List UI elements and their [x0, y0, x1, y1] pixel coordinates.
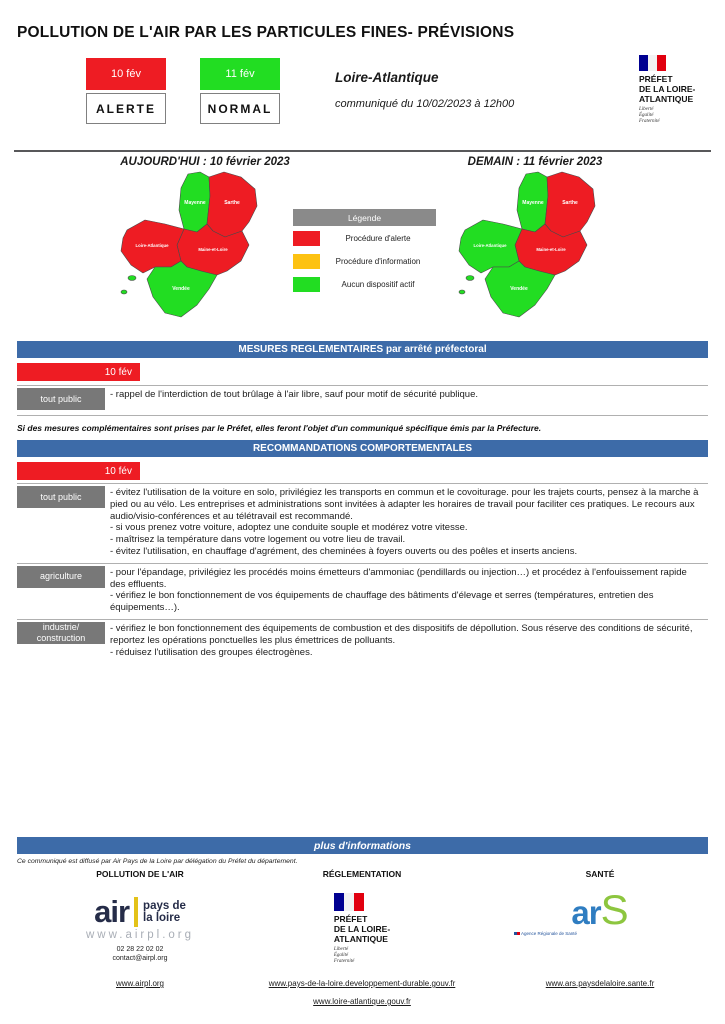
map-island — [459, 290, 465, 294]
svg-text:Loire-Atlantique: Loire-Atlantique — [473, 243, 507, 248]
airpl-email: contact@airpl.org — [112, 955, 168, 962]
ars-caption: Agence Régionale de Santé — [514, 931, 700, 936]
status-box-tomorrow — [200, 58, 280, 124]
legend-swatch-red — [293, 231, 320, 246]
mesures-date-badge: 10 fév — [17, 363, 140, 381]
today-status-label: ALERTE — [86, 93, 166, 124]
legend-swatch-green — [293, 277, 320, 292]
svg-text:Mayenne: Mayenne — [184, 200, 206, 206]
legend-swatch-yellow — [293, 254, 320, 269]
svg-text:Sarthe: Sarthe — [224, 200, 240, 206]
map-island — [121, 290, 127, 294]
map-heading-tomorrow: DEMAIN : 11 février 2023 — [467, 156, 603, 168]
recommandations-date-badge: 10 fév — [17, 462, 140, 480]
recommandations-header: RECOMMANDATIONS COMPORTEMENTALES — [17, 440, 708, 457]
divider — [14, 150, 711, 152]
map-today — [110, 168, 300, 323]
footer-col-reglementation — [262, 869, 462, 967]
legend-item-alerte: Procédure d'alerte — [293, 227, 436, 249]
link-airpl[interactable]: www.airpl.org — [115, 979, 164, 988]
svg-text:Sarthe: Sarthe — [562, 200, 578, 206]
map-island — [466, 276, 474, 281]
svg-text:Loire-Atlantique: Loire-Atlantique — [135, 243, 169, 248]
footer-links-col1 — [40, 973, 240, 991]
mesures-header: MESURES REGLEMENTAIRES par arrêté préfectoral — [17, 341, 708, 358]
footer-links-col3 — [490, 973, 710, 991]
footer-col-sante — [500, 869, 700, 936]
footer-col2-heading: RÉGLEMENTATION — [322, 869, 402, 879]
footer-col-pollution — [40, 869, 240, 963]
section-recommandations — [17, 440, 708, 663]
footer-note: Ce communiqué est diffusé par Air Pays de la Loire par délégation du Préfet du département. — [17, 858, 298, 865]
tomorrow-date-badge: 11 fév — [200, 58, 280, 90]
department-name: Loire-Atlantique — [335, 70, 439, 85]
footer-col1-heading: POLLUTION DE L'AIR — [96, 869, 184, 879]
footer-col3-heading: SANTÉ — [585, 869, 615, 879]
link-ars[interactable]: www.ars.paysdelaloire.sante.fr — [545, 979, 655, 988]
svg-text:Maine-et-Loire: Maine-et-Loire — [198, 247, 228, 252]
airpl-logo-bar — [134, 897, 138, 927]
reco-row-industrie-construction: industrie/ construction - vérifiez le bon fonctionnement des équipements de combustion et des dispositifs de dépollution. Sous réserve des conditions de sécurité, reportez les opérations ponctuelles les plus émettrices de polluants. - réduisez l'utilisation des groupes électrogènes. — [17, 619, 708, 663]
link-loire-atlantique[interactable]: www.loire-atlantique.gouv.fr — [313, 997, 411, 1006]
link-developpement-durable[interactable]: www.pays-de-la-loire.developpement-durable.gouv.fr — [268, 979, 456, 988]
legend-item-information: Procédure d'information — [293, 250, 436, 272]
reco-row-agriculture: agriculture - pour l'épandage, privilégiez les procédés moins émetteurs d'ammoniac (pendillards ou injection…) et procédez à l'enfouissement rapide des effluents. - vérifiez le bon fonctionnement de vos équipements de chauffage des bâtiments d'élevage et serres (températures, entretien des équipements…). — [17, 563, 708, 619]
svg-text:Mayenne: Mayenne — [522, 200, 544, 206]
svg-text:Vendée: Vendée — [172, 286, 190, 292]
status-box-today — [86, 58, 166, 124]
footer-header: plus d'informations — [17, 837, 708, 854]
today-date-badge: 10 fév — [86, 58, 166, 90]
legend-item-aucun: Aucun dispositif actif — [293, 273, 436, 295]
legend — [293, 209, 436, 295]
page-title: POLLUTION DE L'AIR PAR LES PARTICULES FINES- PRÉVISIONS — [17, 24, 515, 41]
mesures-note: Si des mesures complémentaires sont prises par le Préfet, elles feront l'objet d'un communiqué spécifique émis par la Préfecture. — [17, 423, 542, 433]
communique-date: communiqué du 10/02/2023 à 12h00 — [335, 98, 515, 110]
french-flag-icon — [334, 893, 364, 911]
footer-links-col2 — [212, 973, 512, 1009]
tomorrow-status-label: NORMAL — [200, 93, 280, 124]
svg-text:Vendée: Vendée — [510, 286, 528, 292]
map-island — [128, 276, 136, 281]
svg-text:Maine-et-Loire: Maine-et-Loire — [536, 247, 566, 252]
prefet-logo: PRÉFET DE LA LOIRE- ATLANTIQUE Liberté Égalité Fraternité — [639, 55, 725, 125]
section-mesures — [17, 341, 708, 433]
airpl-logo-url: www.airpl.org — [85, 929, 195, 941]
airpl-phone: 02 28 22 02 02 — [116, 946, 164, 953]
map-tomorrow — [448, 168, 638, 323]
reco-row-tout-public: tout public - évitez l'utilisation de la voiture en solo, privilégiez les transports en commun et le covoiturage. pour les trajets courts, pensez à la marche à pied ou au vélo. Les entreprises et administrations sont invitées à adapter les horaires de travail pour faciliter ces pratiques. Le recours aux audio/visio-conférences et au télétravail est recommandé. - si vous prenez votre voiture, adoptez une conduite souple et modérez votre vitesse. - maîtrisez la température dans votre logement ou votre lieu de travail. - évitez l'utilisation, en chauffage d'agrément, des cheminées à foyers ouverts ou des poêles et inserts anciens. — [17, 483, 708, 563]
prefet-footer-logo: PRÉFET DE LA LOIRE- ATLANTIQUE Liberté Égalité Fraternité — [334, 893, 390, 965]
legend-title: Légende — [293, 209, 436, 226]
airpl-logo: air pays de la loire — [94, 894, 186, 929]
french-flag-icon — [639, 55, 666, 71]
ars-logo: arS — [571, 886, 629, 933]
map-heading-today: AUJOURD'HUI : 10 février 2023 — [120, 156, 290, 168]
mesures-row-tout-public: tout public - rappel de l'interdiction de tout brûlage à l'air libre, sauf pour motif de sécurité publique. — [17, 385, 708, 416]
